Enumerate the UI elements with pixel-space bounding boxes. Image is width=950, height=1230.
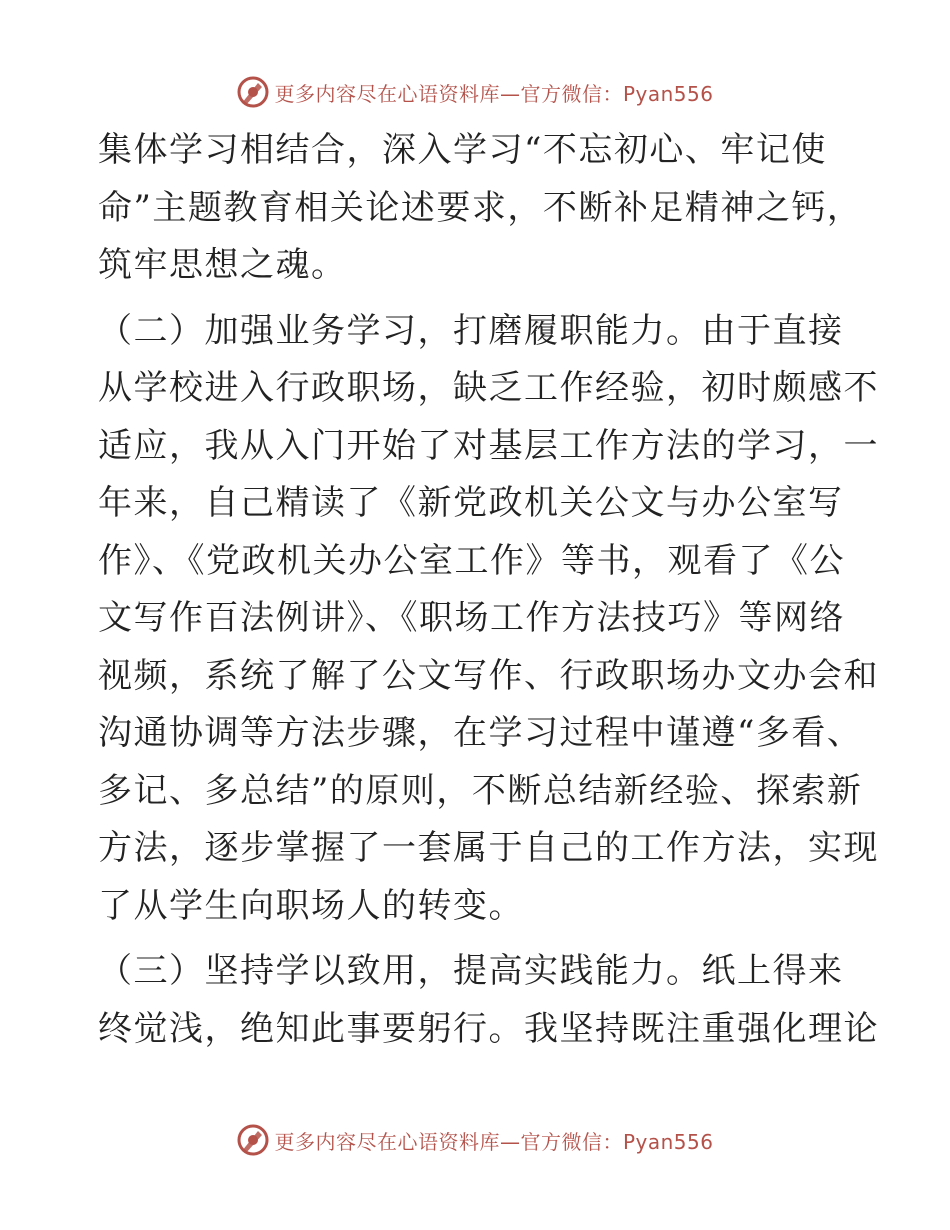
text-line: 筑牢思想之魂。 xyxy=(98,245,347,285)
text-line: 集体学习相结合，深入学习“不忘初心、牢记使 xyxy=(98,130,827,170)
text-line: 适应，我从入门开始了对基层工作方法的学习，一 xyxy=(98,425,879,466)
text-line: 终觉浅，绝知此事要躬行。我坚持既注重强化理论 xyxy=(98,1008,879,1049)
header-banner-text: 更多内容尽在心语资料库—官方微信：Pyan556 xyxy=(274,81,714,106)
text-line: 沟通协调等方法步骤，在学习过程中谨遵“多看、 xyxy=(98,713,863,753)
text-line: 了从学生向职场人的转变。 xyxy=(98,885,524,926)
text-line: 多记、多总结”的原则，不断总结新经验、探索新 xyxy=(98,770,863,811)
text-line: 从学校进入行政职场，缺乏工作经验，初时颇感不 xyxy=(98,368,879,408)
text-line: 年来，自己精读了《新党政机关公文与办公室写 xyxy=(98,483,844,523)
text-line: 方法，逐步掌握了一套属于自己的工作方法，实现 xyxy=(98,828,879,868)
paragraph-3-start: （三）坚持学以致用，提高实践能力。纸上得来 xyxy=(98,951,844,991)
text-line: 命”主题教育相关论述要求，不断补足精神之钙， xyxy=(98,187,863,228)
text-line: 作》、《党政机关办公室工作》等书，观看了《公 xyxy=(98,540,845,581)
header-banner xyxy=(0,72,950,112)
brand-logo-icon xyxy=(236,75,270,109)
document-body xyxy=(98,122,879,1058)
footer-banner-text: 更多内容尽在心语资料库—官方微信：Pyan556 xyxy=(274,1129,714,1154)
footer-banner xyxy=(0,1120,950,1160)
paragraph-2-start: （二）加强业务学习，打磨履职能力。由于直接 xyxy=(98,310,844,351)
text-line: 文写作百法例讲》、《职场工作方法技巧》等网络 xyxy=(98,598,845,638)
text-line: 视频，系统了解了公文写作、行政职场办文办会和 xyxy=(98,655,879,696)
brand-logo-icon xyxy=(236,1123,270,1157)
